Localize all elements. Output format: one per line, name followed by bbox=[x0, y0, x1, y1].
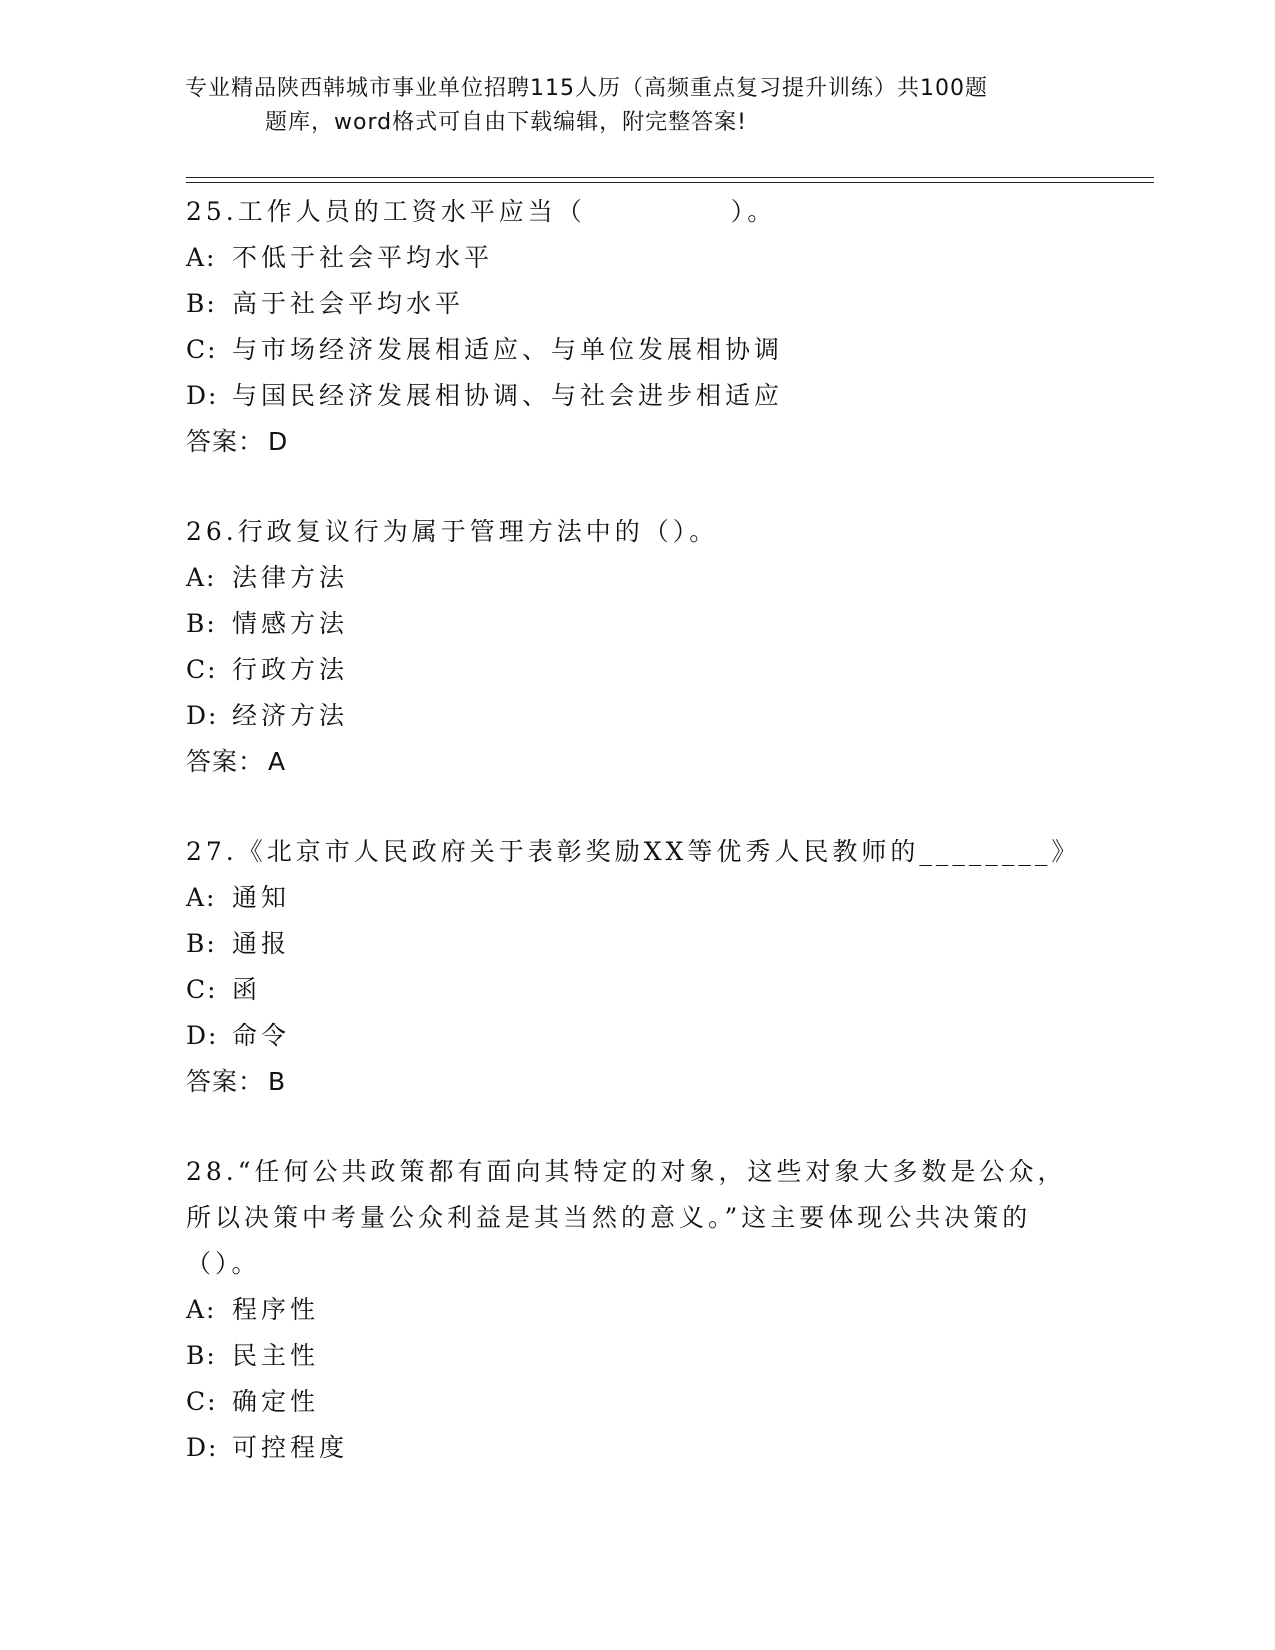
option-text: 函 bbox=[232, 975, 262, 1004]
header-divider-top bbox=[186, 177, 1154, 178]
option-b bbox=[186, 601, 1086, 647]
answer-label: 答案： bbox=[186, 747, 265, 776]
option-letter: D: bbox=[186, 381, 219, 410]
option-text: 情感方法 bbox=[232, 609, 349, 638]
question-28 bbox=[186, 1149, 1086, 1471]
answer-label: 答案： bbox=[186, 1067, 265, 1096]
option-letter: D: bbox=[186, 701, 219, 730]
question-25 bbox=[186, 189, 1086, 465]
header-divider-bottom bbox=[186, 182, 1154, 183]
option-text: 程序性 bbox=[232, 1295, 320, 1324]
option-d bbox=[186, 693, 1086, 739]
option-b bbox=[186, 921, 1086, 967]
option-text: 与国民经济发展相协调、与社会进步相适应 bbox=[232, 381, 784, 410]
option-letter: D: bbox=[186, 1021, 219, 1050]
page-header bbox=[185, 72, 1065, 140]
answer-line bbox=[186, 1059, 1086, 1105]
option-letter: B: bbox=[186, 929, 217, 958]
question-stem: 25.工作人员的工资水平应当（ ）。 bbox=[186, 197, 777, 226]
option-letter: D: bbox=[186, 1433, 219, 1462]
option-letter: B: bbox=[186, 1341, 217, 1370]
question-stem: 26.行政复议行为属于管理方法中的（）。 bbox=[186, 517, 719, 546]
option-a bbox=[186, 555, 1086, 601]
option-c bbox=[186, 967, 1086, 1013]
option-c bbox=[186, 1379, 1086, 1425]
option-letter: A: bbox=[186, 883, 217, 912]
option-c bbox=[186, 327, 1086, 373]
answer-line bbox=[186, 739, 1086, 785]
question-27 bbox=[186, 829, 1086, 1105]
answer-value: A bbox=[268, 747, 287, 776]
answer-label: 答案： bbox=[186, 427, 265, 456]
option-d bbox=[186, 1013, 1086, 1059]
option-letter: C: bbox=[186, 1387, 218, 1416]
option-b bbox=[186, 281, 1086, 327]
option-d bbox=[186, 1425, 1086, 1471]
answer-value: B bbox=[268, 1067, 287, 1096]
option-text: 与市场经济发展相适应、与单位发展相协调 bbox=[232, 335, 784, 364]
option-d bbox=[186, 373, 1086, 419]
option-text: 可控程度 bbox=[232, 1433, 349, 1462]
header-title-line1: 专业精品陕西韩城市事业单位招聘115人历（高频重点复习提升训练）共100题 bbox=[185, 76, 988, 101]
option-a bbox=[186, 875, 1086, 921]
option-text: 经济方法 bbox=[232, 701, 349, 730]
option-a bbox=[186, 1287, 1086, 1333]
option-text: 不低于社会平均水平 bbox=[232, 243, 494, 272]
option-letter: B: bbox=[186, 289, 217, 318]
option-text: 命令 bbox=[232, 1021, 291, 1050]
option-text: 确定性 bbox=[232, 1387, 320, 1416]
question-list bbox=[186, 189, 1086, 1471]
option-c bbox=[186, 647, 1086, 693]
answer-line bbox=[186, 419, 1086, 465]
option-text: 通报 bbox=[232, 929, 291, 958]
option-letter: C: bbox=[186, 655, 218, 684]
option-a bbox=[186, 235, 1086, 281]
option-text: 高于社会平均水平 bbox=[232, 289, 465, 318]
answer-value: D bbox=[268, 427, 289, 456]
option-letter: C: bbox=[186, 335, 218, 364]
header-title-line2: 题库，word格式可自由下载编辑，附完整答案! bbox=[265, 110, 747, 135]
option-text: 行政方法 bbox=[232, 655, 349, 684]
option-letter: C: bbox=[186, 975, 218, 1004]
option-text: 民主性 bbox=[232, 1341, 320, 1370]
question-26 bbox=[186, 509, 1086, 785]
option-letter: A: bbox=[186, 243, 217, 272]
option-text: 法律方法 bbox=[232, 563, 349, 592]
option-letter: A: bbox=[186, 563, 217, 592]
option-text: 通知 bbox=[232, 883, 291, 912]
option-b bbox=[186, 1333, 1086, 1379]
option-letter: B: bbox=[186, 609, 217, 638]
question-stem: 27.《北京市人民政府关于表彰奖励XX等优秀人民教师的________》 bbox=[186, 837, 1081, 866]
question-stem: 28.“任何公共政策都有面向其特定的对象，这些对象大多数是公众，所以决策中考量公众利益是其当然的意义。”这主要体现公共决策的（）。 bbox=[186, 1157, 1067, 1278]
option-letter: A: bbox=[186, 1295, 217, 1324]
